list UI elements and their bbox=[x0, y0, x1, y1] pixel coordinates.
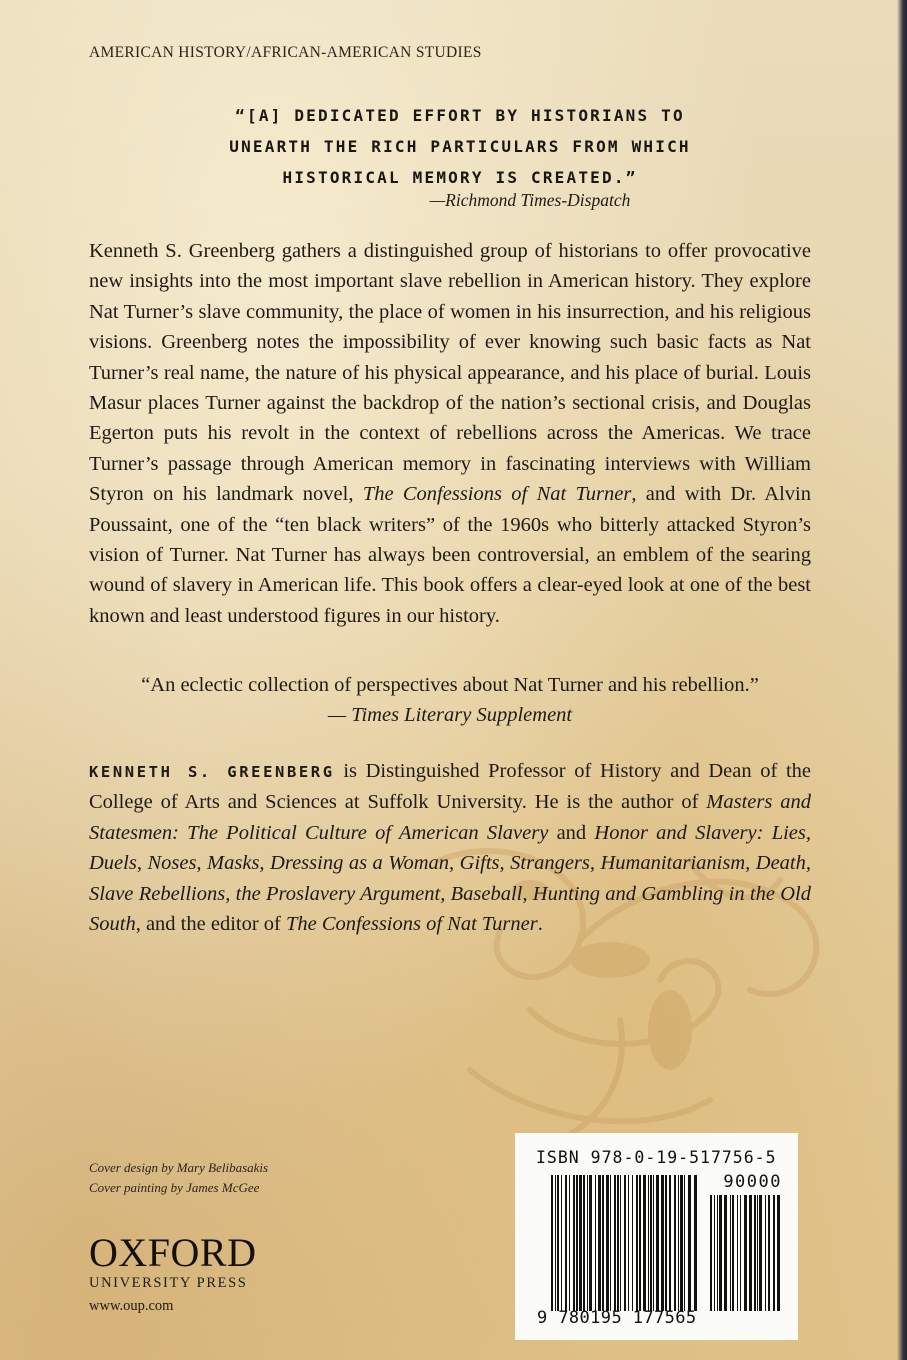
book-title: The Confessions of Nat Turner bbox=[362, 483, 632, 506]
barcode-bar bbox=[589, 1175, 592, 1311]
book-description bbox=[89, 236, 811, 631]
cover-painting-credit: Cover painting by James McGee bbox=[89, 1180, 260, 1195]
barcode-bar bbox=[561, 1175, 562, 1311]
bio-text: . bbox=[537, 913, 543, 936]
description-text: , and with Dr. Alvin Poussaint, one of the “ten black writers” of the 1960s who bitterly attacked Styron’s vision of Turner. Nat Turner has always been controversial, an emblem of the searing wound of slavery in American life. This book offers a clear-eyed look at one of the best known and least understood figures in our history. bbox=[89, 483, 811, 627]
barcode-bar bbox=[583, 1175, 585, 1311]
barcode-bar bbox=[694, 1175, 697, 1311]
barcode-bar bbox=[656, 1175, 659, 1311]
barcode-bar bbox=[576, 1175, 578, 1311]
barcode-bar bbox=[595, 1175, 596, 1311]
barcode-bar bbox=[765, 1195, 766, 1311]
barcode-bar bbox=[754, 1195, 756, 1311]
barcode-bar bbox=[684, 1175, 685, 1311]
barcode-bar bbox=[714, 1195, 715, 1311]
barcode-bar bbox=[653, 1175, 654, 1311]
barcode-bar bbox=[777, 1195, 780, 1311]
spine-edge bbox=[897, 0, 907, 1360]
barcode-bar bbox=[579, 1175, 582, 1311]
barcode-bar bbox=[732, 1195, 734, 1311]
bio-text: , and the editor of bbox=[135, 913, 286, 936]
isbn-number: ISBN 978-0-19-517756-5 bbox=[536, 1148, 777, 1167]
barcode-bar bbox=[724, 1195, 727, 1311]
barcode-bar bbox=[632, 1175, 633, 1311]
barcode-bar bbox=[680, 1175, 683, 1311]
barcode-bar bbox=[674, 1175, 676, 1311]
barcode-bar bbox=[557, 1175, 559, 1311]
barcode-bar bbox=[565, 1175, 567, 1311]
barcode-bar bbox=[665, 1175, 667, 1311]
barcode-bar bbox=[650, 1175, 652, 1311]
description-text: Kenneth S. Greenberg gathers a distinguished group of historians to offer provocative new insights into the most important slave rebellion in American history. They explore Nat Turner’s slave community, the place of women in his insurrection, and his religious visions. Greenberg notes the impossibility of ever knowing such basic facts as Nat Turner’s real name, the nature of his physical appearance, and his place of burial. Louis Masur places Turner against the backdrop of the nation’s sectional crisis, and Douglas Egerton puts his revolt in the context of rebellions across the Americas. We trace Turner’s passage through American memory in fascinating interviews with William Styron on his landmark novel, bbox=[89, 240, 811, 506]
bio-text: is Distinguished Professor of History and Dean of the College of Arts and Sciences at Suffolk University. He is the author of bbox=[89, 760, 811, 814]
barcode-bar bbox=[740, 1195, 741, 1311]
barcode-bars bbox=[551, 1175, 701, 1311]
barcode-digits: 9 780195 177565 bbox=[537, 1308, 697, 1328]
price-code: 90000 bbox=[723, 1172, 782, 1192]
bio-text: and bbox=[548, 821, 595, 844]
pull-quote-source: —Richmond Times-Dispatch bbox=[429, 190, 631, 210]
barcode-bar bbox=[620, 1175, 621, 1311]
barcode-bar bbox=[617, 1175, 619, 1311]
publisher-subtitle: UNIVERSITY PRESS bbox=[89, 1275, 248, 1291]
barcode-bar bbox=[737, 1195, 738, 1311]
barcode-bar bbox=[628, 1175, 629, 1311]
barcode-bar bbox=[606, 1175, 609, 1311]
barcode-bar bbox=[573, 1175, 575, 1311]
isbn-barcode bbox=[515, 1133, 798, 1340]
barcode-bar bbox=[759, 1195, 762, 1311]
pull-quote bbox=[120, 100, 800, 193]
barcode-bar bbox=[551, 1175, 553, 1311]
barcode-bar bbox=[648, 1175, 649, 1311]
barcode-bar bbox=[555, 1175, 556, 1311]
barcode-bar bbox=[624, 1175, 626, 1311]
barcode-bar bbox=[757, 1195, 758, 1311]
pull-quote-line: HISTORICAL MEMORY IS CREATED.” bbox=[282, 168, 638, 187]
barcode-bar bbox=[669, 1175, 671, 1311]
barcode-bar bbox=[569, 1175, 570, 1311]
barcode-bar bbox=[639, 1175, 641, 1311]
review-quote-text: “An eclectic collection of perspectives about Nat Turner and his rebellion.” bbox=[141, 674, 759, 696]
publisher-website: www.oup.com bbox=[89, 1298, 174, 1314]
book-title: The Confessions of Nat Turner bbox=[286, 913, 538, 936]
book-title: Masters and Statesmen: The Political Culture of American Slavery bbox=[89, 791, 811, 844]
barcode-bar bbox=[587, 1175, 588, 1311]
category-label: AMERICAN HISTORY/AFRICAN-AMERICAN STUDIES bbox=[89, 44, 482, 61]
barcode-bar bbox=[730, 1195, 731, 1311]
barcode-bar bbox=[602, 1175, 604, 1311]
barcode-bar bbox=[749, 1195, 752, 1311]
addon-barcode-bars bbox=[710, 1195, 782, 1311]
barcode-bar bbox=[614, 1175, 616, 1311]
barcode-bar bbox=[710, 1195, 712, 1311]
barcode-bar bbox=[643, 1175, 646, 1311]
barcode-bar bbox=[768, 1195, 770, 1311]
barcode-bar bbox=[719, 1195, 722, 1311]
barcode-bar bbox=[773, 1195, 775, 1311]
barcode-bar bbox=[688, 1175, 691, 1311]
review-quote-source: — Times Literary Supplement bbox=[327, 704, 573, 726]
barcode-bar bbox=[610, 1175, 611, 1311]
publisher-logo bbox=[89, 1230, 257, 1315]
pull-quote-line: “[A] DEDICATED EFFORT BY HISTORIANS TO bbox=[235, 106, 685, 125]
pull-quote-line: UNEARTH THE RICH PARTICULARS FROM WHICH bbox=[229, 137, 691, 156]
cover-credits bbox=[89, 1158, 268, 1198]
barcode-bar bbox=[678, 1175, 679, 1311]
barcode-bar bbox=[598, 1175, 601, 1311]
barcode-bar bbox=[636, 1175, 638, 1311]
book-title: Honor and Slavery: Lies, Duels, Noses, Masks, Dressing as a Woman, Gifts, Strangers, Humanitarianism, Death, Slave Rebellions, the Proslavery Argument, Baseball, Hunting and Gambling in the Old South bbox=[89, 821, 811, 936]
barcode-bar bbox=[717, 1195, 718, 1311]
publisher-name: OXFORD bbox=[89, 1230, 257, 1275]
barcode-bar bbox=[661, 1175, 664, 1311]
author-bio bbox=[89, 756, 811, 939]
cover-design-credit: Cover design by Mary Belibasakis bbox=[89, 1160, 269, 1175]
review-quote bbox=[89, 670, 811, 730]
barcode-bar bbox=[744, 1195, 747, 1311]
author-name: KENNETH S. GREENBERG bbox=[89, 763, 335, 781]
